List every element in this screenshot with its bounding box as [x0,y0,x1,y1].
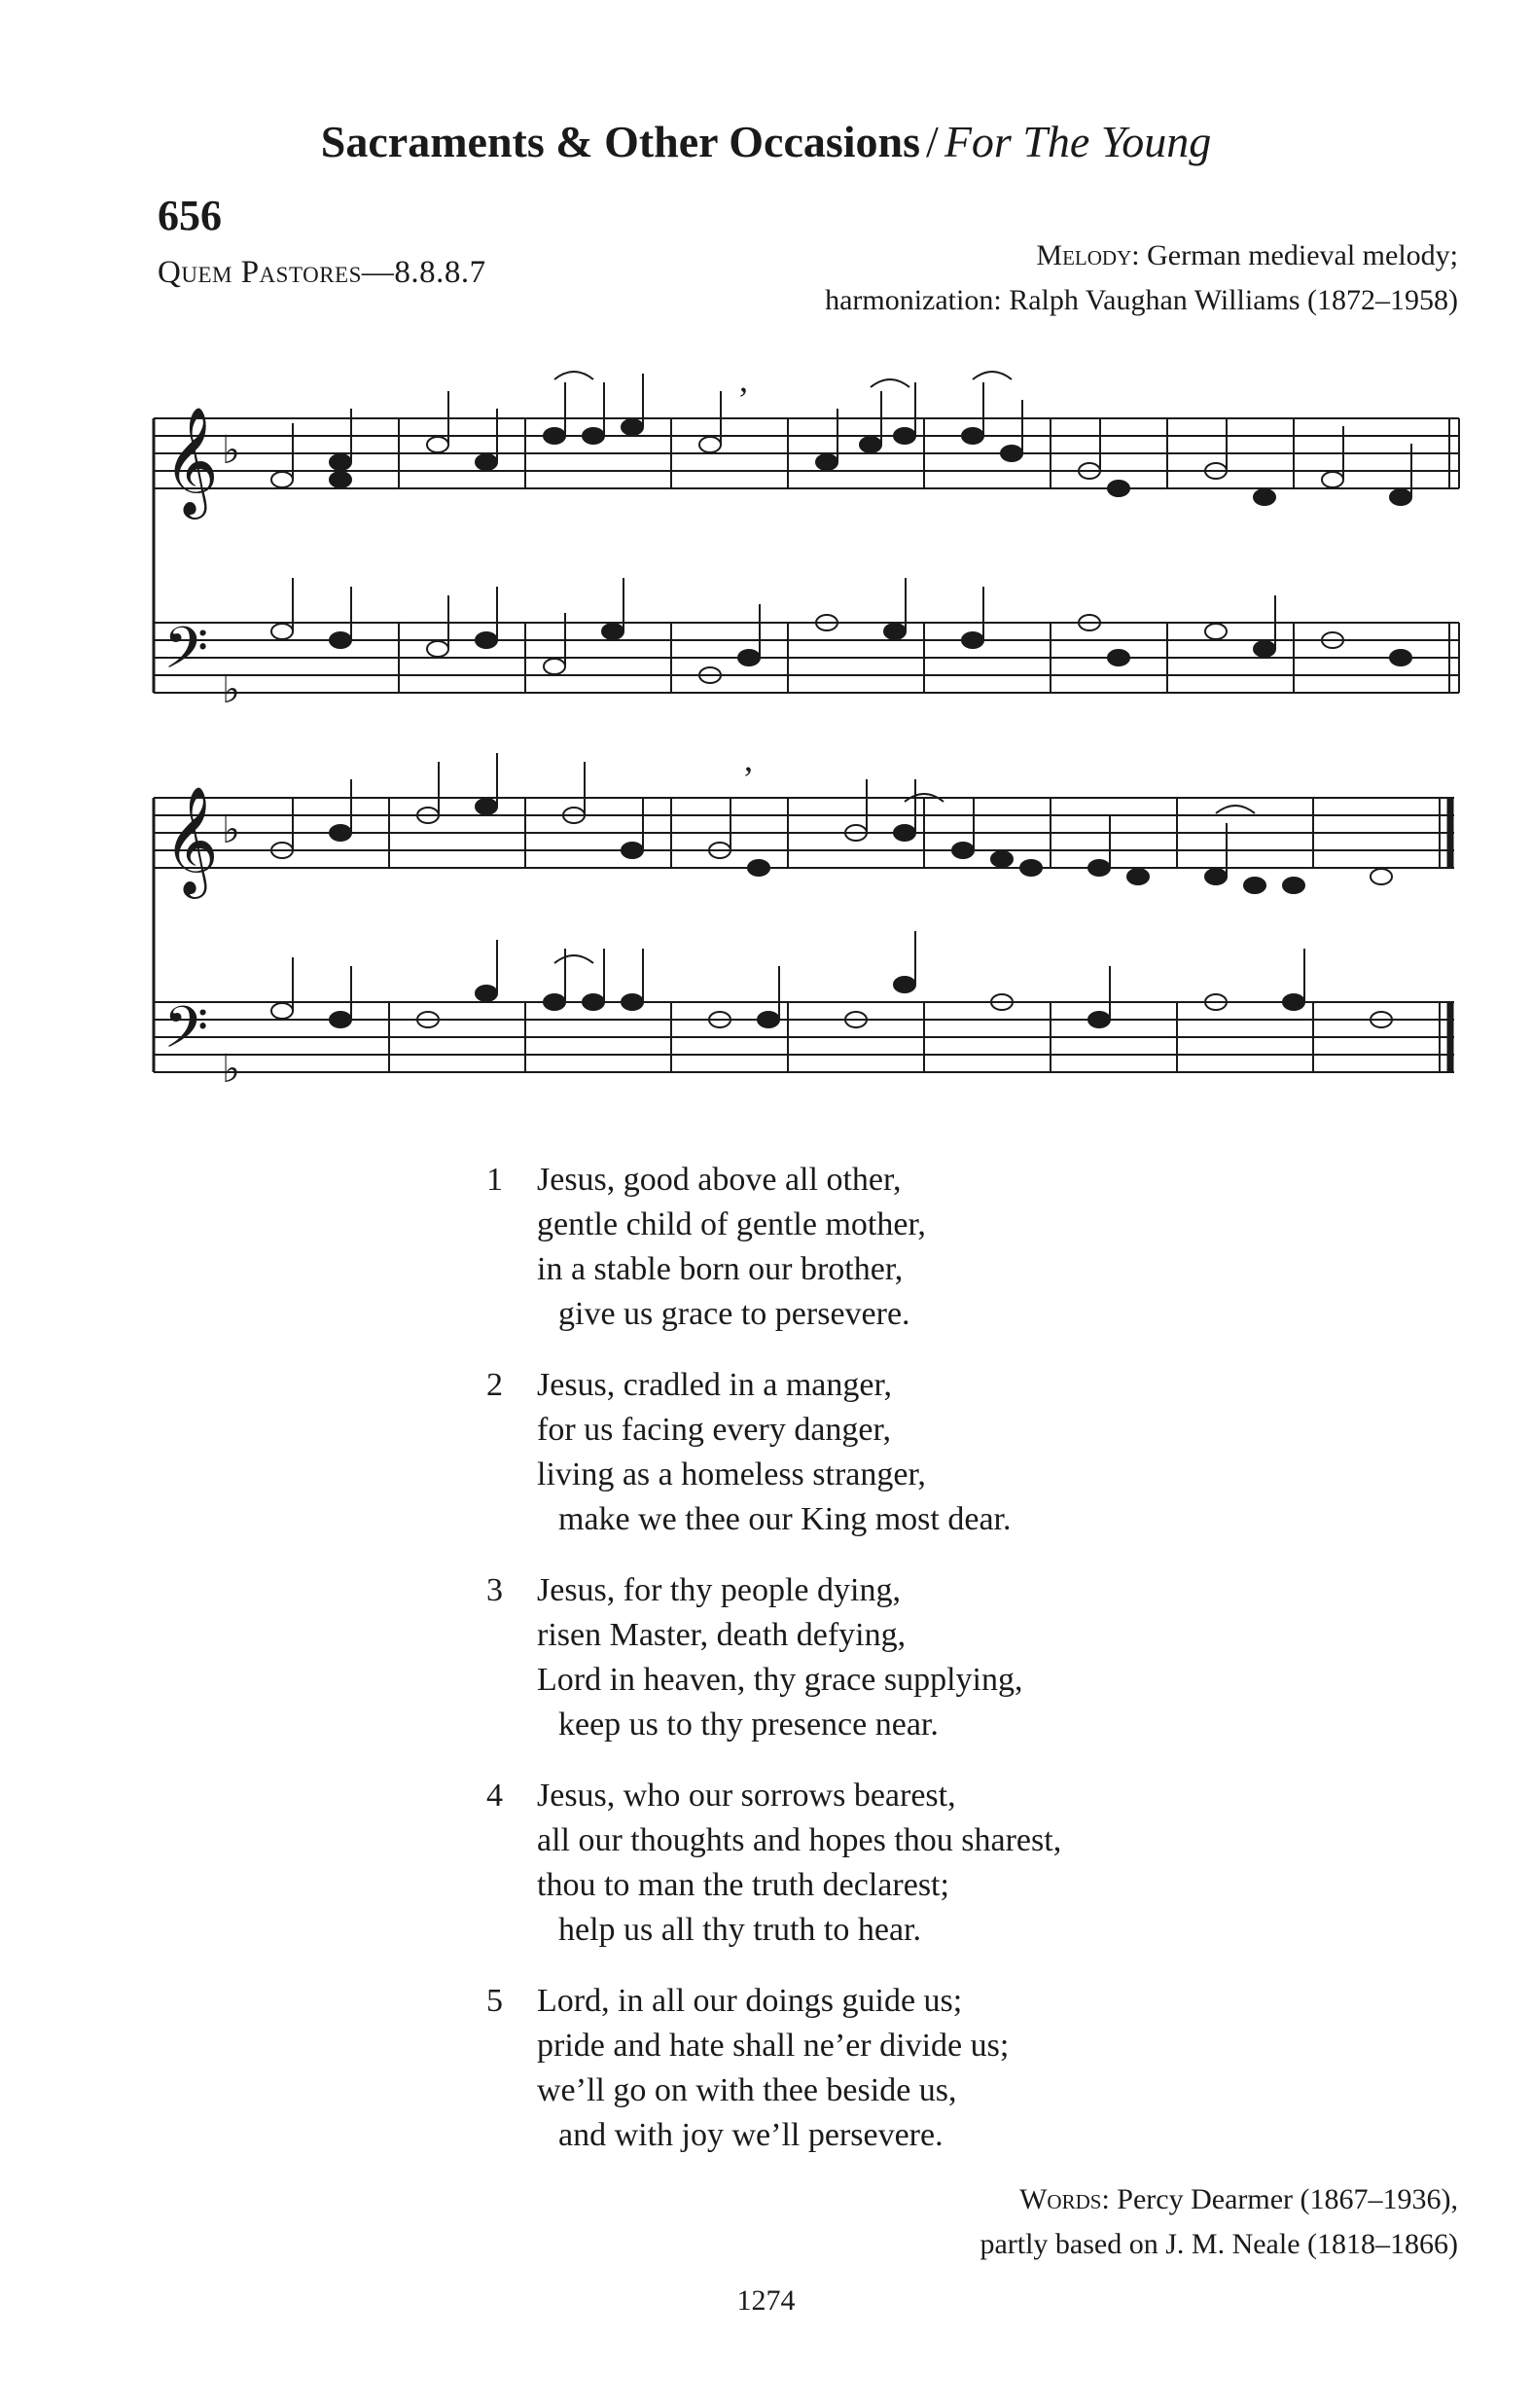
verse-line: and with joy we’ll persevere. [558,2117,944,2153]
verse-4 [486,1774,1362,1953]
words-credit [980,2177,1458,2267]
words-label: Words: [1019,2183,1110,2215]
flat-icon: ♭ [222,428,240,473]
tune-name: Quem Pastores [158,255,362,290]
verse-line: help us all thy truth to hear. [558,1912,921,1948]
svg-text:,: , [744,739,753,778]
verse-line: Jesus, good above all other, [537,1162,902,1198]
bass-staff-2 [154,1002,1454,1072]
subcategory-title: For The Young [944,117,1212,166]
melody-label: Melody: [1036,239,1140,271]
verse-line: Jesus, for thy people dying, [537,1572,901,1608]
melody-credit [825,234,1458,323]
verse-line: Jesus, cradled in a manger, [537,1367,892,1403]
verses [486,1158,1362,2184]
verse-line: pride and hate shall ne’er divide us; [537,2028,1010,2064]
svg-text:,: , [739,370,748,399]
bass-clef-icon: 𝄢 [163,993,209,1075]
verse-line: Jesus, who our sorrows bearest, [537,1778,956,1814]
verse-2 [486,1363,1362,1542]
bass-clef-icon: 𝄢 [163,614,209,696]
verse-line: Lord in heaven, thy grace supplying, [537,1662,1023,1698]
hymn-number: 656 [158,192,222,239]
verse-5 [486,1979,1362,2158]
verse-line: risen Master, death defying, [537,1617,907,1653]
flat-icon: ♭ [222,667,240,712]
verse-line: make we thee our King most dear. [558,1501,1012,1537]
verse-1 [486,1158,1362,1337]
words-author: Percy Dearmer (1867–1936), [1117,2183,1458,2215]
verse-number: 4 [486,1778,503,1814]
verse-line: give us grace to persevere. [558,1296,910,1332]
verse-line: we’ll go on with thee beside us, [537,2072,957,2108]
flat-icon: ♭ [222,1047,240,1092]
verse-3 [486,1568,1362,1747]
verse-number: 5 [486,1983,503,2019]
verse-number: 1 [486,1162,503,1198]
verse-line: thou to man the truth declarest; [537,1867,949,1903]
header-separator: / [926,117,939,166]
verse-number: 3 [486,1572,503,1608]
treble-clef-icon: 𝄞 [163,785,219,894]
verse-line: keep us to thy presence near. [558,1707,939,1743]
verse-number: 2 [486,1367,503,1403]
harmonization-credit: harmonization: Ralph Vaughan Williams (1872–1958) [825,284,1458,316]
verse-line: Lord, in all our doings guide us; [537,1983,963,2019]
category-title: Sacraments & Other Occasions [320,117,921,166]
words-source: partly based on J. M. Neale (1818–1866) [980,2228,1458,2260]
verse-line: all our thoughts and hopes thou sharest, [537,1822,1062,1858]
verse-line: gentle child of gentle mother, [537,1206,926,1242]
tune-line [158,255,486,291]
treble-clef-icon: 𝄞 [163,406,219,515]
bass-staff-1 [154,623,1459,693]
flat-icon: ♭ [222,808,240,852]
tune-meter: —8.8.8.7 [361,255,486,290]
verse-line: for us facing every danger, [537,1412,891,1448]
melody-source: German medieval melody; [1147,239,1458,271]
page-number: 1274 [736,2284,796,2317]
verse-line: in a stable born our brother, [537,1251,904,1287]
page-header [0,115,1532,169]
music-score [146,370,1469,1129]
verse-line: living as a homeless stranger, [537,1456,926,1492]
